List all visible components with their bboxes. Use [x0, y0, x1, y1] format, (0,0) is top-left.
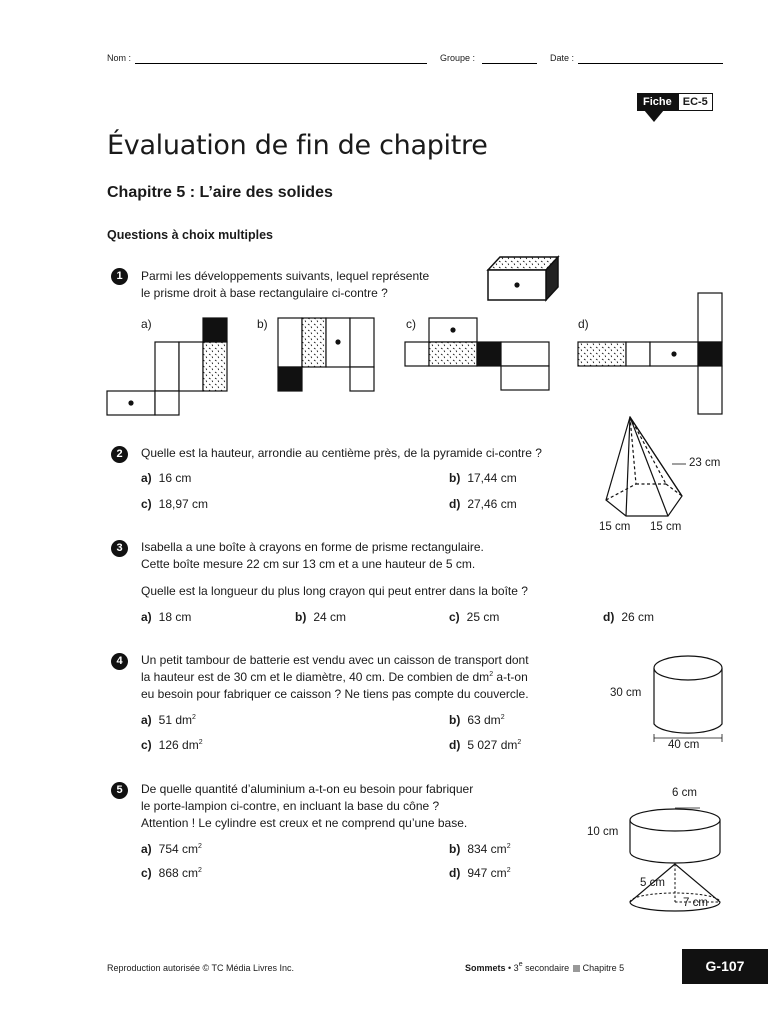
date-label: Date : [550, 53, 575, 63]
groupe-label: Groupe : [440, 53, 476, 63]
q4-option-c-sup: 2 [198, 739, 203, 746]
q4-option-b[interactable] [449, 713, 505, 727]
q5-option-a-sup: 2 [198, 843, 202, 850]
q5-option-c-value: 868 cm [158, 866, 199, 880]
question-5-line-2: le porte-lampion ci-contre, en incluant la base du cône ? [141, 799, 440, 813]
q5-option-a[interactable] [141, 842, 202, 856]
q3-option-b-value: 24 cm [313, 610, 347, 624]
fiche-pointer-icon [644, 110, 664, 124]
q3-option-d[interactable] [603, 610, 654, 624]
question-3-line-1: Isabella a une boîte à crayons en forme de prisme rectangulaire. [141, 540, 484, 554]
q1-option-b-label: b) [257, 317, 268, 331]
q4-option-d-letter: d) [449, 738, 461, 752]
q4-option-a-sup: 2 [192, 714, 196, 721]
q5-option-d-value: 947 cm [467, 866, 507, 880]
q2-option-a[interactable] [141, 471, 191, 485]
q3-option-d-letter: d) [603, 610, 615, 624]
q3-option-b[interactable] [295, 610, 346, 624]
fiche-badge [637, 93, 713, 111]
lantern-figure [624, 800, 728, 914]
question-4-line-2-b: a-t-on [493, 670, 528, 684]
footer-series [465, 963, 624, 973]
page-title: Évaluation de fin de chapitre [107, 130, 488, 161]
chapter-subtitle: Chapitre 5 : L’aire des solides [107, 184, 333, 201]
q2-option-d[interactable] [449, 497, 517, 511]
net-c-figure [404, 317, 552, 393]
q5-option-b-sup: 2 [506, 843, 511, 850]
question-3-line-2: Cette boîte mesure 22 cm sur 13 cm et a une hauteur de 5 cm. [141, 557, 476, 571]
q4-option-c-letter: c) [141, 738, 152, 752]
q5-option-b-letter: b) [449, 842, 461, 856]
question-5-text [141, 781, 473, 832]
q3-option-b-letter: b) [295, 610, 307, 624]
pyramid-slant-label: 23 cm [689, 457, 721, 469]
footer-copyright: Reproduction autorisée © TC Média Livres Inc. [107, 963, 295, 973]
question-4-text [141, 652, 529, 703]
q4-option-a-value: 51 dm [158, 713, 193, 727]
q2-option-c-letter: c) [141, 497, 152, 511]
nom-label: Nom : [107, 53, 132, 63]
net-b-figure [277, 317, 375, 393]
net-a-figure [106, 317, 232, 417]
cylinder-height-label: 30 cm [610, 687, 642, 699]
q2-option-b-letter: b) [449, 471, 461, 485]
fiche-label: Fiche [637, 93, 678, 111]
q3-option-a[interactable] [141, 610, 191, 624]
cone-height-label: 5 cm [640, 877, 665, 889]
question-5-line-3: Attention ! Le cylindre est creux et ne comprend qu’une base. [141, 816, 468, 830]
pyramid-base-label-2: 15 cm [650, 521, 682, 533]
q4-option-a-letter: a) [141, 713, 152, 727]
q4-option-a[interactable] [141, 713, 196, 727]
q3-option-c[interactable] [449, 610, 499, 624]
q5-option-a-letter: a) [141, 842, 152, 856]
q2-option-c[interactable] [141, 497, 208, 511]
pyramid-base-label-1: 15 cm [599, 521, 631, 533]
q3-option-c-value: 25 cm [466, 610, 500, 624]
date-line [578, 63, 723, 64]
question-1-line-2: le prisme droit à base rectangulaire ci-contre ? [141, 286, 388, 300]
footer-level: secondaire [522, 963, 570, 973]
q4-option-b-value: 63 dm [467, 713, 501, 727]
q5-option-a-value: 754 cm [158, 842, 199, 856]
question-3-text [141, 539, 484, 573]
q5-option-d[interactable] [449, 866, 511, 880]
q4-option-b-sup: 2 [500, 714, 505, 721]
q1-option-d-label: d) [578, 317, 589, 331]
lantern-radius-label: 6 cm [672, 787, 697, 799]
q5-option-b-value: 834 cm [467, 842, 507, 856]
q2-option-d-letter: d) [449, 497, 461, 511]
prism-figure [486, 254, 560, 302]
q1-option-a-label: a) [141, 317, 152, 331]
q4-option-d-value: 5 027 dm [467, 738, 518, 752]
question-number-5: 5 [111, 782, 128, 799]
q2-option-b[interactable] [449, 471, 517, 485]
groupe-line [482, 63, 537, 64]
q2-option-a-letter: a) [141, 471, 152, 485]
question-number-3: 3 [111, 540, 128, 557]
q3-option-a-value: 18 cm [158, 610, 192, 624]
question-number-4: 4 [111, 653, 128, 670]
q5-option-d-sup: 2 [506, 867, 511, 874]
q4-option-b-letter: b) [449, 713, 461, 727]
q2-option-a-value: 16 cm [158, 471, 192, 485]
footer-chapter: Chapitre 5 [580, 963, 625, 973]
q5-option-d-letter: d) [449, 866, 461, 880]
net-d-figure [577, 292, 725, 416]
question-number-2: 2 [111, 446, 128, 463]
q2-option-c-value: 18,97 cm [158, 497, 209, 511]
q2-option-b-value: 17,44 cm [467, 471, 517, 485]
footer-grade: • 3 [505, 963, 519, 973]
question-1-line-1: Parmi les développements suivants, lequel représente [141, 269, 430, 283]
q4-option-d-sup: 2 [517, 739, 522, 746]
question-2-text: Quelle est la hauteur, arrondie au centième près, de la pyramide ci-contre ? [141, 446, 542, 460]
question-3-prompt: Quelle est la longueur du plus long crayon qui peut entrer dans la boîte ? [141, 584, 528, 598]
question-number-1: 1 [111, 268, 128, 285]
question-1-text [141, 268, 429, 302]
q5-option-c-letter: c) [141, 866, 152, 880]
question-4-line-1: Un petit tambour de batterie est vendu avec un caisson de transport dont [141, 653, 529, 667]
question-4-line-2 [141, 669, 529, 686]
cylinder-diameter-label: 40 cm [668, 739, 700, 751]
cylinder-figure [650, 652, 726, 742]
lantern-height-label: 10 cm [587, 826, 619, 838]
q3-option-d-value: 26 cm [621, 610, 655, 624]
q4-option-d[interactable] [449, 738, 521, 752]
nom-line [135, 63, 427, 64]
q2-option-d-value: 27,46 cm [467, 497, 517, 511]
q3-option-c-letter: c) [449, 610, 460, 624]
q5-option-c[interactable] [141, 866, 202, 880]
q4-option-c[interactable] [141, 738, 203, 752]
q5-option-c-sup: 2 [198, 867, 202, 874]
footer-brand: Sommets [465, 963, 506, 973]
question-4-line-2-a: la hauteur est de 30 cm et le diamètre, 40 cm. De combien de dm [141, 670, 490, 684]
question-5-line-1: De quelle quantité d’aluminium a-t-on eu besoin pour fabriquer [141, 782, 474, 796]
cone-radius-label: 7 cm [683, 897, 708, 909]
question-4-line-2-sup: 2 [489, 671, 494, 678]
q1-option-c-label: c) [406, 317, 416, 331]
page-number: G-107 [682, 949, 768, 984]
pyramid-figure [596, 416, 696, 522]
q3-option-a-letter: a) [141, 610, 152, 624]
question-4-line-3: eu besoin pour fabriquer ce caisson ? Ne tiens pas compte du couvercle. [141, 687, 529, 701]
q5-option-b[interactable] [449, 842, 511, 856]
fiche-code: EC-5 [678, 93, 713, 111]
section-heading: Questions à choix multiples [107, 228, 274, 242]
footer-grade-sup: e [518, 961, 523, 968]
q4-option-c-value: 126 dm [158, 738, 199, 752]
